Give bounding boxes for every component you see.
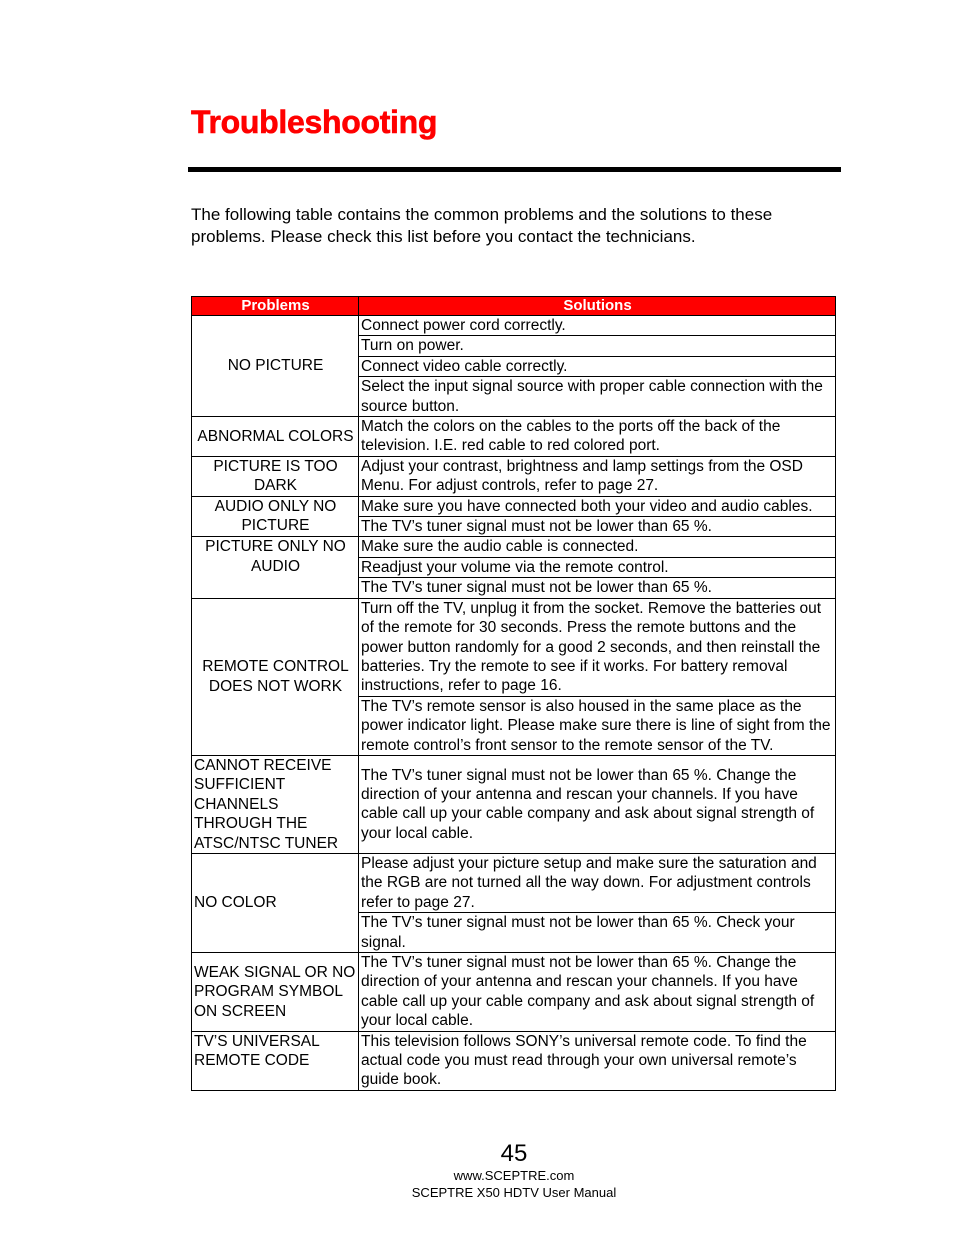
- page-title: Troubleshooting: [191, 104, 438, 140]
- solution-cell: Make sure you have connected both your video and audio cables.: [359, 496, 836, 516]
- solution-cell: The TV’s remote sensor is also housed in the same place as the power indicator light. Please make sure there is line of sight from the remote control’s front sensor to the remote sensor of the TV.: [359, 696, 836, 755]
- solution-cell: The TV’s tuner signal must not be lower than 65 %. Change the direction of your antenna and rescan your channels. If you have cable call up your cable company and ask about signal strength of your local cable.: [359, 953, 836, 1032]
- solution-cell: Connect power cord correctly.: [359, 316, 836, 336]
- problem-cell: TV’S UNIVERSAL REMOTE CODE: [192, 1031, 359, 1090]
- solution-cell: Please adjust your picture setup and make sure the saturation and the RGB are not turned all the way down. For adjustment controls refer to page 27.: [359, 853, 836, 912]
- header-problems: Problems: [192, 297, 359, 316]
- table-row: [192, 598, 836, 696]
- solution-cell: The TV’s tuner signal must not be lower than 65 %.: [359, 578, 836, 598]
- problem-cell: AUDIO ONLY NO PICTURE: [192, 496, 359, 537]
- solution-cell: Make sure the audio cable is connected.: [359, 537, 836, 557]
- problem-cell: PICTURE ONLY NO AUDIO: [192, 537, 359, 598]
- table-row: [192, 537, 836, 557]
- solution-cell: The TV’s tuner signal must not be lower than 65 %.: [359, 517, 836, 537]
- header-solutions: Solutions: [359, 297, 836, 316]
- solution-cell: Turn on power.: [359, 336, 836, 356]
- solution-cell: The TV’s tuner signal must not be lower than 65 %. Change the direction of your antenna and rescan your channels. If you have cable call up your cable company and ask about signal strength of your local cable.: [359, 755, 836, 853]
- solution-cell: Match the colors on the cables to the ports off the back of the television. I.E. red cable to red colored port.: [359, 417, 836, 457]
- solution-cell: This television follows SONY’s universal remote code. To find the actual code you must read through your own universal remote’s guide book.: [359, 1031, 836, 1090]
- problem-cell: ABNORMAL COLORS: [192, 417, 359, 457]
- solution-cell: Adjust your contrast, brightness and lamp settings from the OSD Menu. For adjust controls, refer to page 27.: [359, 456, 836, 496]
- solution-cell: Turn off the TV, unplug it from the socket. Remove the batteries out of the remote for 30 seconds. Press the remote buttons and the power button randomly for a good 2 seconds, and then reinstall the batteries. Try the remote to see if it works. For battery removal instructions, refer to page 16.: [359, 598, 836, 696]
- table-row: [192, 1031, 836, 1090]
- table-header-row: [192, 297, 836, 316]
- solution-cell: Select the input signal source with proper cable connection with the source button.: [359, 377, 836, 417]
- problem-cell: REMOTE CONTROL DOES NOT WORK: [192, 598, 359, 755]
- problem-cell: CANNOT RECEIVE SUFFICIENT CHANNELS THROUGH THE ATSC/NTSC TUNER: [192, 755, 359, 853]
- table-row: [192, 755, 836, 853]
- footer-manual-title: SCEPTRE X50 HDTV User Manual: [411, 1185, 617, 1200]
- problem-cell: NO PICTURE: [192, 316, 359, 417]
- table-row: [192, 417, 836, 457]
- table-row: [192, 316, 836, 336]
- intro-paragraph: The following table contains the common problems and the solutions to these problems. Please check this list before you contact the technicians.: [191, 205, 773, 246]
- solution-cell: Connect video cable correctly.: [359, 356, 836, 376]
- title-divider: [188, 167, 841, 172]
- table-row: [192, 953, 836, 1032]
- table-row: [192, 853, 836, 912]
- problem-cell: WEAK SIGNAL OR NO PROGRAM SYMBOL ON SCREEN: [192, 953, 359, 1032]
- solution-cell: The TV’s tuner signal must not be lower than 65 %. Check your signal.: [359, 913, 836, 953]
- problem-cell: NO COLOR: [192, 853, 359, 952]
- solution-cell: Readjust your volume via the remote control.: [359, 557, 836, 577]
- footer-website: www.SCEPTRE.com: [453, 1168, 575, 1183]
- table-row: [192, 496, 836, 516]
- page-number: 45: [500, 1140, 528, 1167]
- problem-cell: PICTURE IS TOO DARK: [192, 456, 359, 496]
- table-body: [192, 316, 836, 1091]
- table-row: [192, 456, 836, 496]
- troubleshooting-table: [191, 296, 836, 1091]
